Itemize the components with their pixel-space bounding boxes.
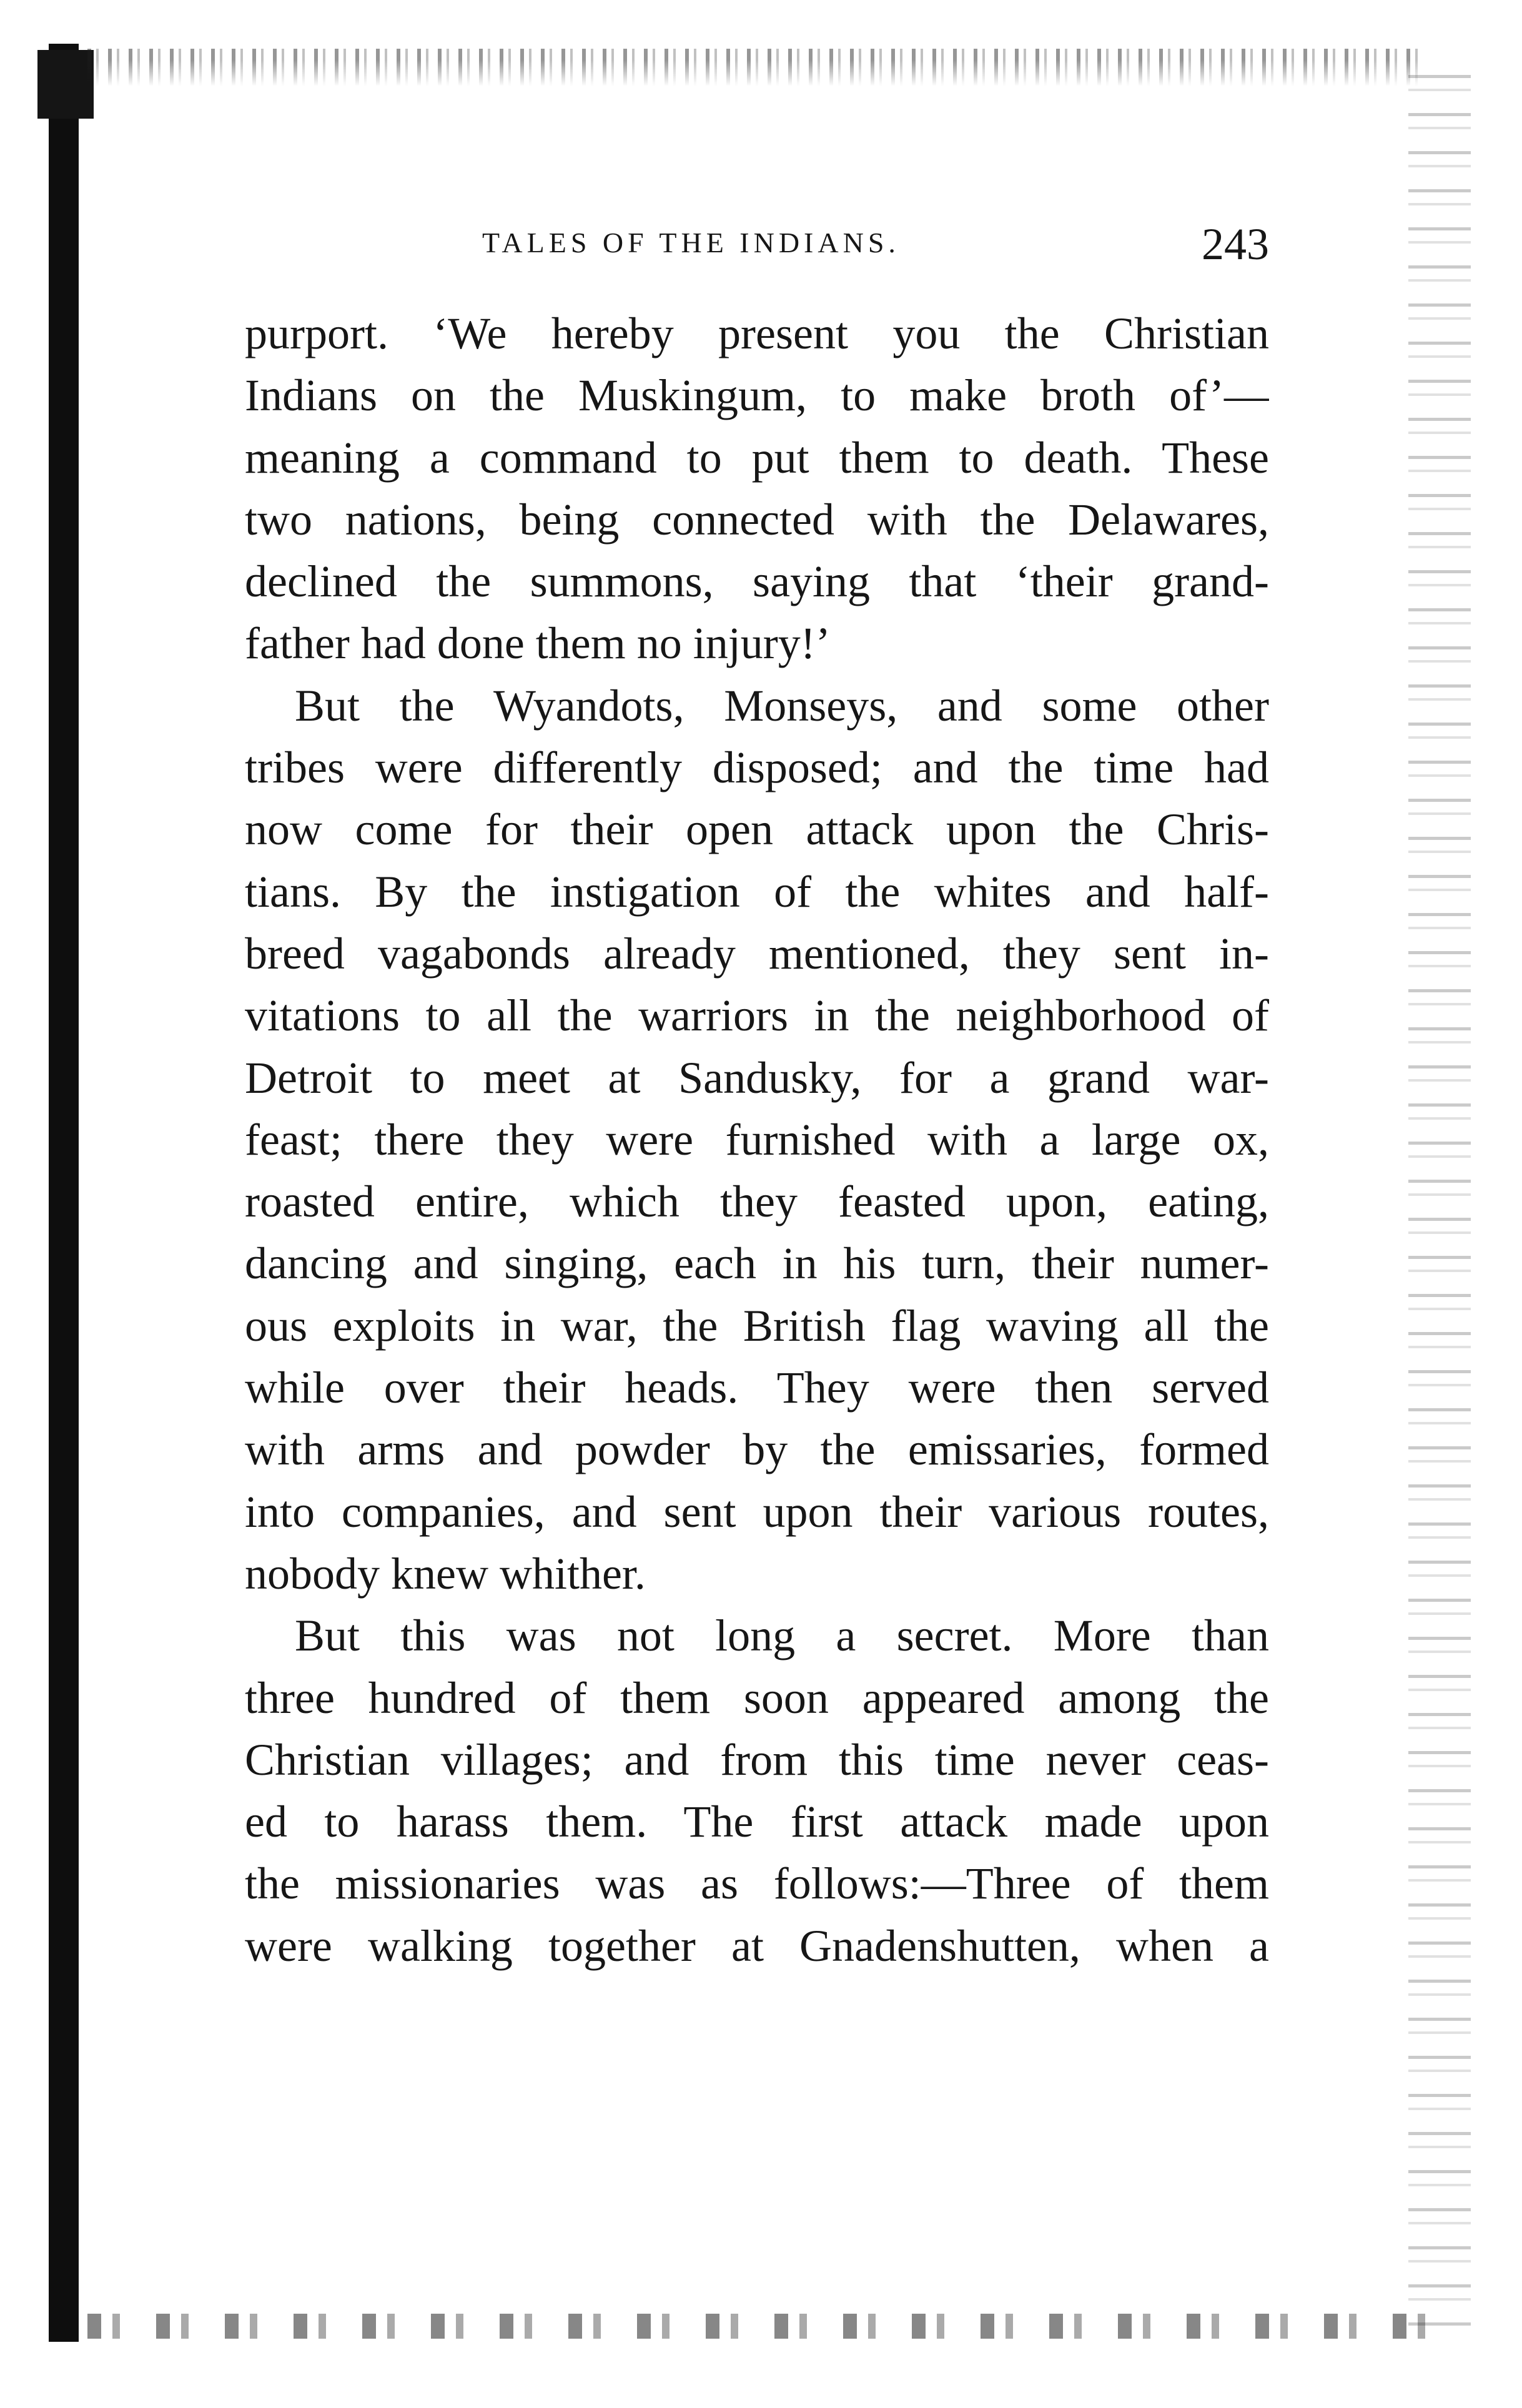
page-edge-bottom (87, 2314, 1461, 2339)
text-line: tians. By the instigation of the whites and half- (245, 866, 1269, 917)
page-number: 243 (1202, 219, 1269, 269)
page-edge-top (87, 49, 1424, 86)
text-line: were walking together at Gnadenshutten, when a (245, 1920, 1269, 1971)
text-line: purport. ‘We hereby present you the Christian (245, 308, 1269, 358)
text-line: ed to harass them. The first attack made upon (245, 1797, 1269, 1847)
page-binding-corner (37, 50, 94, 119)
running-head: TALES OF THE INDIANS. (482, 227, 900, 259)
text-line: breed vagabonds already mentioned, they sent in- (245, 928, 1269, 979)
text-line: the missionaries was as follows:—Three of them (245, 1858, 1269, 1909)
text-line: meaning a command to put them to death. These (245, 432, 1269, 483)
text-line: Indians on the Muskingum, to make broth of’— (245, 370, 1269, 421)
text-line: while over their heads. They were then served (245, 1363, 1269, 1413)
page-edge-right (1408, 75, 1471, 2336)
text-line: dancing and singing, each in his turn, their numer- (245, 1238, 1269, 1289)
text-line: father had done them no injury!’ (245, 618, 831, 669)
text-line: nobody knew whither. (245, 1548, 646, 1599)
text-line: three hundred of them soon appeared among the (245, 1672, 1269, 1723)
page-binding-shadow (49, 44, 79, 2342)
text-line: ous exploits in war, the British flag waving all the (245, 1300, 1269, 1351)
text-line: Detroit to meet at Sandusky, for a grand war- (245, 1052, 1269, 1103)
text-line: two nations, being connected with the Delawares, (245, 494, 1269, 545)
body-text (245, 303, 1269, 1977)
text-line: with arms and powder by the emissaries, formed (245, 1424, 1269, 1475)
text-line: feast; there they were furnished with a large ox, (245, 1114, 1269, 1165)
text-line: roasted entire, which they feasted upon, eating, (245, 1177, 1269, 1227)
text-line: declined the summons, saying that ‘their grand- (245, 556, 1269, 607)
page-header (245, 219, 1269, 275)
text-line: But this was not long a secret. More than (295, 1611, 1269, 1661)
text-line: Christian villages; and from this time never ceas- (245, 1734, 1269, 1785)
text-line: tribes were differently disposed; and the time had (245, 743, 1269, 793)
text-line: But the Wyandots, Monseys, and some other (295, 680, 1269, 731)
text-line: vitations to all the warriors in the neighborhood of (245, 990, 1269, 1041)
text-line: now come for their open attack upon the Chris- (245, 804, 1269, 855)
text-line: into companies, and sent upon their various routes, (245, 1486, 1269, 1537)
